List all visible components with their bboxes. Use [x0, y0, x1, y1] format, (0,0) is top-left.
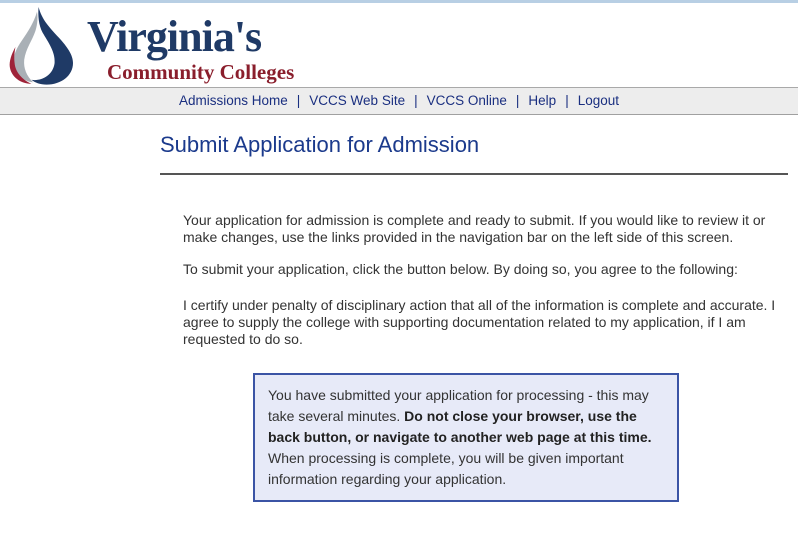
notice-text-before: You have submitted your application for processing - this may take several minutes. — [268, 386, 649, 424]
vccs-droplet-icon — [5, 7, 85, 87]
header — [0, 3, 798, 87]
nav-separator: | — [296, 93, 301, 108]
nav-vccs-web-site[interactable]: VCCS Web Site — [309, 93, 406, 108]
page-title: Submit Application for Admission — [160, 132, 480, 157]
notice-text-after: When processing is complete, you will be given important information regarding your application. — [268, 449, 624, 487]
title-divider — [160, 173, 788, 175]
nav-admissions-home[interactable]: Admissions Home — [178, 93, 288, 108]
nav-vccs-online[interactable]: VCCS Online — [426, 93, 507, 108]
brand-subname: Community Colleges — [107, 60, 295, 84]
certification-paragraph: I certify under penalty of disciplinary action that all of the information is complete and accurate. I agree to supply the college with supporting documentation related to my application, if I am requested to do so. — [183, 297, 776, 347]
brand-wordmark — [87, 12, 295, 84]
intro-paragraph: Your application for admission is complete and ready to submit. If you would like to review it or make changes, use the links provided in the navigation bar on the left side of this screen. — [183, 212, 766, 245]
nav-help[interactable]: Help — [528, 93, 557, 108]
main-content — [0, 130, 798, 502]
vccs-logo — [5, 7, 294, 87]
nav-logout[interactable]: Logout — [577, 93, 619, 108]
notice-text-bold: Do not close your browser, use the back button, or navigate to another web page at this time. — [268, 407, 652, 445]
nav-separator: | — [515, 93, 520, 108]
nav-separator: | — [565, 93, 569, 108]
nav-separator: | — [414, 93, 418, 108]
top-nav — [0, 87, 798, 115]
brand-name: Virginia's — [87, 12, 262, 61]
processing-notice-box — [253, 373, 679, 502]
content-body — [160, 212, 798, 502]
submit-instructions-paragraph: To submit your application, click the button below. By doing so, you agree to the following: — [183, 260, 738, 277]
